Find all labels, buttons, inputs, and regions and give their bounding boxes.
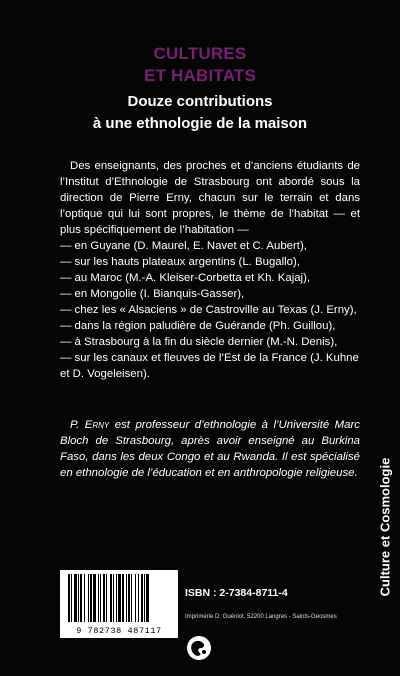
publisher-logo-icon [186,635,212,661]
isbn: ISBN : 2-7384-8711-4 [185,587,288,599]
author-name: P. Erny [70,419,110,431]
list-item: — sur les canaux et fleuves de l’Est de la France (J. Kuhne et D. Vogeleisen). [60,352,359,380]
list-item: — sur les hauts plateaux argentins (L. Bugallo), [60,256,300,268]
subtitle-line-2: à une ethnologie de la maison [92,115,308,132]
list-item: — en Mongolie (I. Bianquis-Gasser), [60,288,245,300]
description [60,158,360,382]
list-item: — dans la région paludière de Guérande (Ph. Guillou), [60,320,336,332]
list-item: — au Maroc (M.-A. Kleiser-Corbetta et Kh. Kajaj), [60,272,311,284]
spine [375,412,395,642]
list-item: — en Guyane (D. Maurel, E. Navet et C. Aubert), [60,240,307,252]
collection-name: Culture et Cosmologie [377,457,393,597]
subtitle-line-1: Douze contributions [127,93,273,110]
barcode-digits: 9 782738 487117 [76,626,162,636]
author-bio-text: est professeur d’ethnologie à l’Université Marc Bloch de Strasbourg, après avoir enseigné au Burkina Faso, dans les deux Congo et au Rwanda. Il est spécialisé en ethnologie de l’éducation et en anthropologie religieuse. [60,419,360,479]
printer-line: Imprimerie D. Guéniot. 52200 Langres - Saints-Geosmes [185,614,337,620]
barcode [60,570,178,638]
author-bio [60,417,360,481]
barcode-bars-icon [66,574,172,624]
list-item: — chez les « Alsaciens » de Castroville au Texas (J. Erny), [60,304,357,316]
description-intro: Des enseignants, des proches et d’anciens étudiants de l’Institut d’Ethnologie de Strasbourg ont abordé sous la direction de Pierre Erny, chacun sur le terrain et dans l’optique qui lui sont propres, le thème de l’habitat — et plus spécifiquement de l’habitation — [60,160,360,236]
list-item: — à Strasbourg à la fin du siècle dernier (M.-N. Denis), [60,336,338,348]
title-line-1: CULTURES [153,44,247,63]
title-line-2: ET HABITATS [143,66,257,85]
